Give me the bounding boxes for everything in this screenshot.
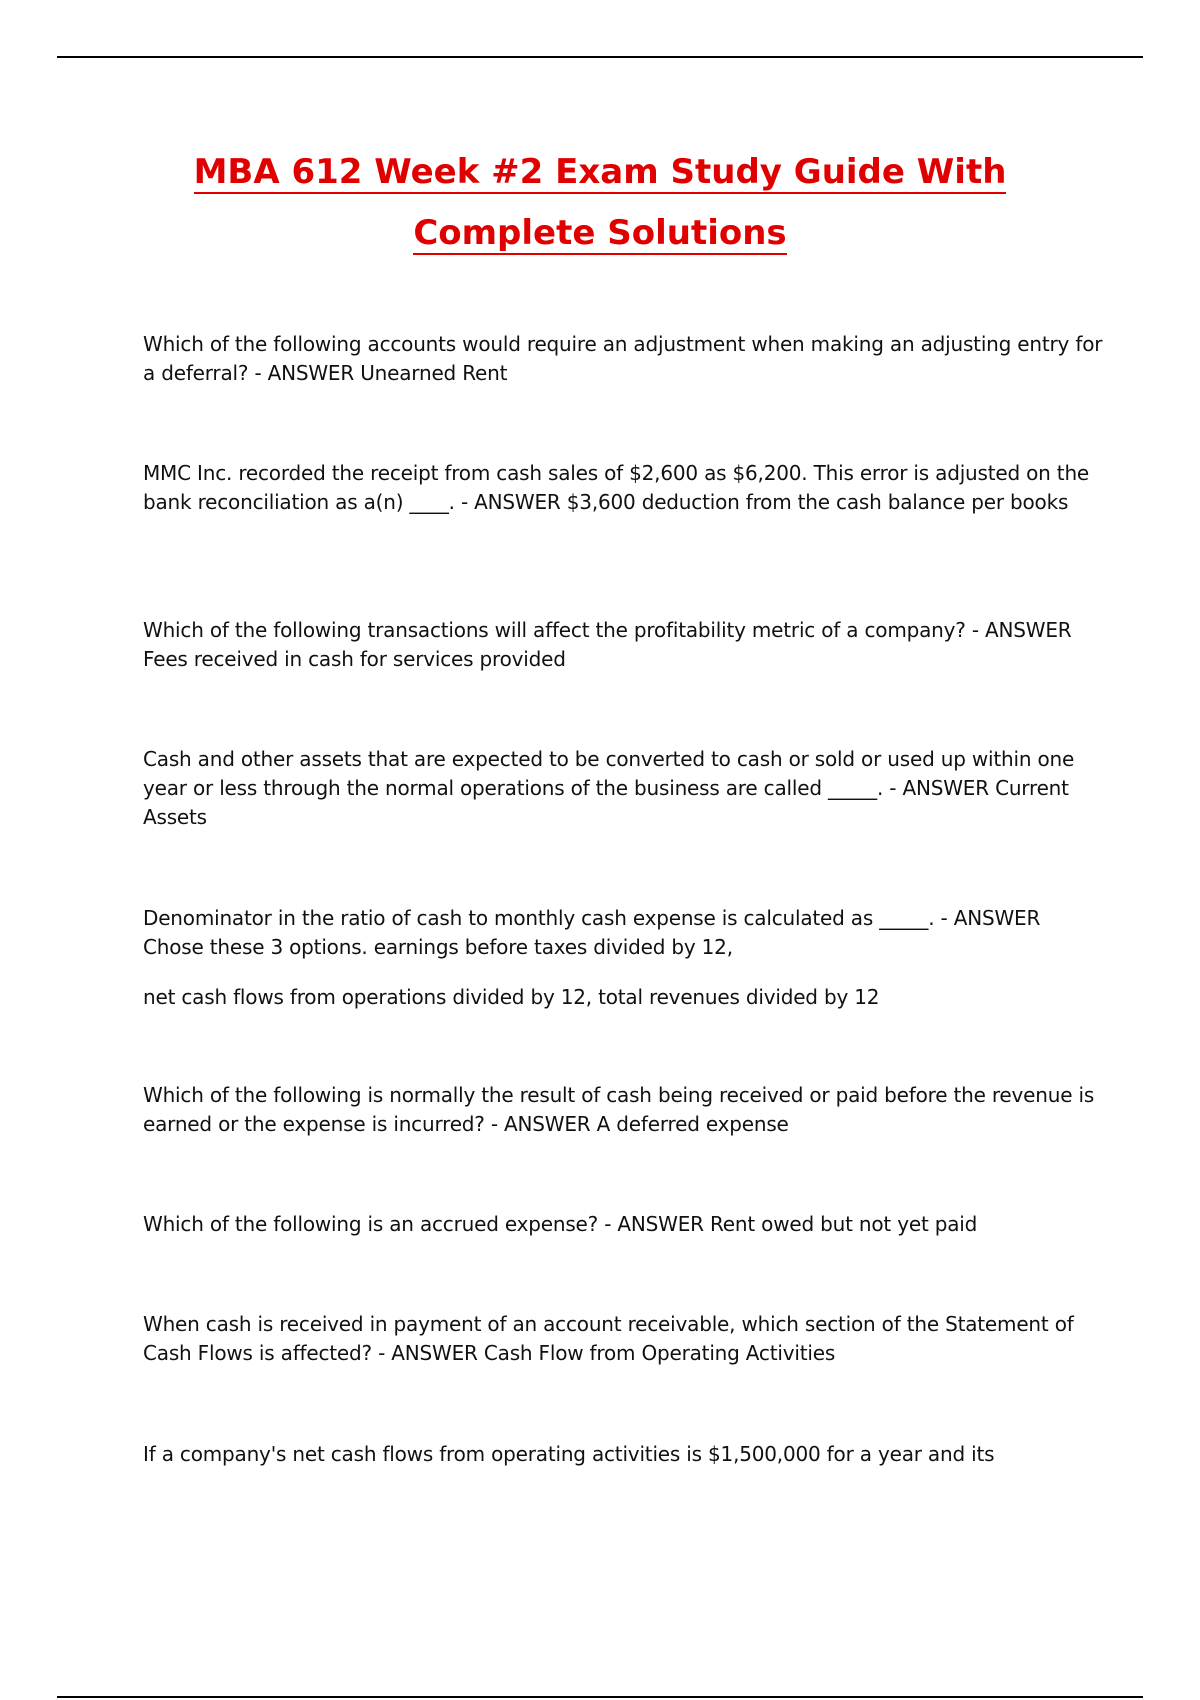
qa-item-7: Which of the following is an accrued expense? - ANSWER Rent owed but not yet paid: [143, 1212, 978, 1236]
qa-item-2: MMC Inc. recorded the receipt from cash sales of $2,600 as $6,200. This error is adjusted on the bank reconciliation as a(n) ____. - ANSWER $3,600 deduction from the cash balance per books: [143, 461, 1090, 514]
title-line-2: Complete Solutions: [413, 213, 787, 253]
qa-item-3: Which of the following transactions will affect the profitability metric of a company? - ANSWER Fees received in cash for services provided: [143, 618, 1072, 671]
qa-item-4: Cash and other assets that are expected to be converted to cash or sold or used up within one year or less through the normal operations of the business are called _____. - ANSWER Current Assets: [143, 747, 1075, 829]
qa-item-6: Which of the following is normally the result of cash being received or paid before the revenue is earned or the expense is incurred? - ANSWER A deferred expense: [143, 1083, 1095, 1136]
qa-item-9: If a company's net cash flows from operating activities is $1,500,000 for a year and its: [143, 1442, 995, 1466]
bottom-rule: [57, 1696, 1143, 1698]
title-line-1: MBA 612 Week #2 Exam Study Guide With: [193, 152, 1007, 192]
qa-item-5: Denominator in the ratio of cash to monthly cash expense is calculated as _____. - ANSWER Chose these 3 options. earnings before taxes divided by 12,: [143, 906, 1041, 959]
document-title: [120, 142, 1080, 264]
qa-item-8: When cash is received in payment of an account receivable, which section of the Statement of Cash Flows is affected? - ANSWER Cash Flow from Operating Activities: [143, 1312, 1074, 1365]
top-rule: [57, 56, 1143, 58]
qa-item-1: Which of the following accounts would require an adjustment when making an adjusting entry for a deferral? - ANSWER Unearned Rent: [143, 332, 1103, 385]
qa-item-5-continued: net cash flows from operations divided by 12, total revenues divided by 12: [143, 985, 880, 1009]
